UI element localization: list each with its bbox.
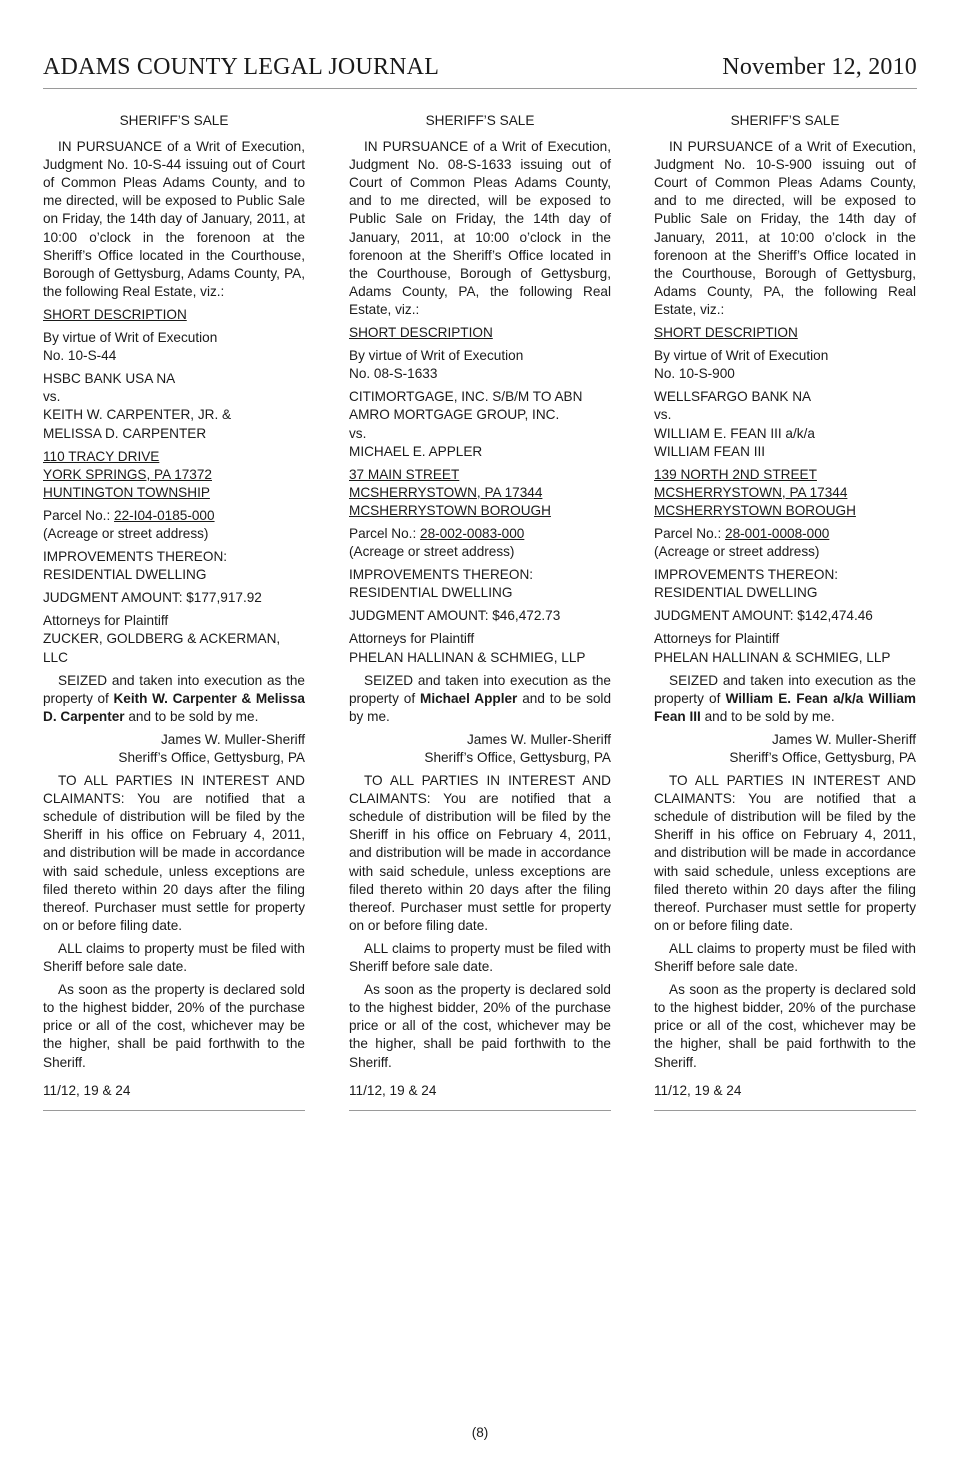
- bidder-notice: As soon as the property is declared sold to the highest bidder, 20% of the purchase price or all of the cost, whichever may be the higher, shall be paid forthwith to the Sheriff.: [43, 982, 305, 1070]
- divider: [43, 1110, 305, 1111]
- defendant: MICHAEL E. APPLER: [349, 443, 483, 459]
- defendant: WILLIAM FEAN III: [654, 443, 766, 459]
- parties-notice: TO ALL PARTIES IN INTEREST AND CLAIMANTS: You are notified that a schedule of distribution will be filed by the Sheriff in his office on February 4, 2011, and distribution will be made in accordance with said schedule, unless exceptions are filed thereto within 20 days after the filing thereof. Purchaser must settle for property on or before filing date.: [654, 773, 916, 933]
- property-address: 37 MAIN STREET: [349, 466, 460, 482]
- attorneys-label: Attorneys for Plaintiff: [43, 613, 169, 629]
- divider: [349, 1110, 611, 1111]
- parcel-number: 28-002-0083-000: [420, 525, 525, 541]
- sheriff-name: James W. Muller-Sheriff: [160, 731, 305, 747]
- improvements: RESIDENTIAL DWELLING: [654, 585, 818, 601]
- notice-heading: SHERIFF’S SALE: [730, 113, 840, 128]
- sheriff-office: Sheriff’s Office, Gettysburg, PA: [118, 750, 305, 765]
- page-number: (8): [471, 1425, 489, 1440]
- plaintiff: CITIMORTGAGE, INC. S/B/M TO ABN AMRO MORTGAGE GROUP, INC.: [349, 389, 583, 423]
- parcel-label: Parcel No.:: [349, 525, 417, 541]
- notice-intro: IN PURSUANCE of a Writ of Execution, Judgment No. 08-S-1633 issuing out of Court of Common Pleas Adams County, and to me directed, will be exposed to Public Sale on Friday, the 14th day of January, 2011, at 10:00 o’clock in the forenoon at the Sheriff’s Office located in the Courthouse, Borough of Gettysburg, Adams County, PA, the following Real Estate, viz.:: [349, 139, 611, 317]
- acreage-note: (Acreage or street address): [349, 544, 515, 560]
- sale-notice-2: [349, 112, 611, 1111]
- property-municipality: MCSHERRYSTOWN BOROUGH: [654, 502, 856, 518]
- sheriff-office: Sheriff’s Office, Gettysburg, PA: [424, 750, 611, 765]
- writ-number: No. 08-S-1633: [349, 366, 438, 382]
- property-address: 139 NORTH 2ND STREET: [654, 466, 817, 482]
- versus: vs.: [349, 425, 367, 441]
- seizure-statement: SEIZED and taken into execution as the property of William E. Fean a/k/a William Fean III and to be sold by me.: [654, 672, 916, 724]
- masthead: [43, 52, 917, 89]
- property-city: MCSHERRYSTOWN, PA 17344: [349, 484, 543, 500]
- writ-number: No. 10-S-44: [43, 348, 117, 364]
- sheriff-office: Sheriff’s Office, Gettysburg, PA: [729, 750, 916, 765]
- notice-heading: SHERIFF’S SALE: [119, 113, 229, 128]
- writ-line: By virtue of Writ of Execution: [43, 330, 218, 346]
- divider: [654, 1110, 916, 1111]
- parcel-number: 22-I04-0185-000: [114, 507, 215, 523]
- notice-intro: IN PURSUANCE of a Writ of Execution, Judgment No. 10-S-900 issuing out of Court of Common Pleas Adams County, and to me directed, will be exposed to Public Sale on Friday, the 14th day of January, 2011, at 10:00 o’clock in the forenoon at the Sheriff’s Office located in the Courthouse, Borough of Gettysburg, Adams County, PA, the following Real Estate, viz.:: [654, 139, 916, 317]
- property-address: 110 TRACY DRIVE: [43, 448, 160, 464]
- plaintiff: HSBC BANK USA NA: [43, 371, 176, 387]
- seizure-statement: SEIZED and taken into execution as the property of Michael Appler and to be sold by me.: [349, 672, 612, 724]
- sale-notice-3: [654, 112, 916, 1111]
- versus: vs.: [43, 389, 61, 405]
- short-description-label: SHORT DESCRIPTION: [43, 306, 187, 322]
- property-municipality: HUNTINGTON TOWNSHIP: [43, 484, 210, 500]
- bidder-notice: As soon as the property is declared sold to the highest bidder, 20% of the purchase price or all of the cost, whichever may be the higher, shall be paid forthwith to the Sheriff.: [349, 982, 611, 1070]
- sheriff-name: James W. Muller-Sheriff: [466, 731, 611, 747]
- sale-notice-1: [43, 112, 305, 1111]
- short-description-label: SHORT DESCRIPTION: [654, 325, 798, 341]
- journal-title: ADAMS COUNTY LEGAL JOURNAL: [43, 54, 440, 80]
- notice-heading: SHERIFF’S SALE: [425, 113, 535, 128]
- attorneys: PHELAN HALLINAN & SCHMIEG, LLP: [349, 649, 586, 665]
- parties-notice: TO ALL PARTIES IN INTEREST AND CLAIMANTS: You are notified that a schedule of distribution will be filed by the Sheriff in his office on February 4, 2011, and distribution will be made in accordance with said schedule, unless exceptions are filed thereto within 20 days after the filing thereof. Purchaser must settle for property on or before filing date.: [349, 773, 611, 933]
- attorneys: PHELAN HALLINAN & SCHMIEG, LLP: [654, 649, 891, 665]
- judgment-amount: JUDGMENT AMOUNT: $46,472.73: [349, 608, 561, 624]
- improvements-label: IMPROVEMENTS THEREON:: [43, 549, 228, 565]
- judgment-amount: JUDGMENT AMOUNT: $142,474.46: [654, 608, 873, 624]
- sheriff-name: James W. Muller-Sheriff: [771, 731, 916, 747]
- publication-dates: 11/12, 19 & 24: [43, 1082, 131, 1098]
- parcel-label: Parcel No.:: [43, 507, 111, 523]
- parties-notice: TO ALL PARTIES IN INTEREST AND CLAIMANTS: You are notified that a schedule of distribution will be filed by the Sheriff in his office on February 4, 2011, and distribution will be made in accordance with said schedule, unless exceptions are filed thereto within 20 days after the filing thereof. Purchaser must settle for property on or before filing date.: [43, 773, 305, 933]
- defendant: WILLIAM E. FEAN III a/k/a: [654, 425, 815, 441]
- plaintiff: WELLSFARGO BANK NA: [654, 389, 812, 405]
- defendant: KEITH W. CARPENTER, JR. &: [43, 407, 232, 423]
- property-city: MCSHERRYSTOWN, PA 17344: [654, 484, 848, 500]
- claims-notice: ALL claims to property must be filed with Sheriff before sale date.: [43, 940, 305, 975]
- defendant: MELISSA D. CARPENTER: [43, 425, 207, 441]
- writ-line: By virtue of Writ of Execution: [349, 348, 524, 364]
- property-municipality: MCSHERRYSTOWN BOROUGH: [349, 502, 551, 518]
- attorneys-label: Attorneys for Plaintiff: [654, 631, 780, 647]
- seizure-statement: SEIZED and taken into execution as the property of Keith W. Carpenter & Melissa D. Carpenter and to be sold by me.: [43, 672, 305, 724]
- improvements-label: IMPROVEMENTS THEREON:: [654, 567, 839, 583]
- claims-notice: ALL claims to property must be filed with Sheriff before sale date.: [654, 940, 916, 975]
- parcel-number: 28-001-0008-000: [725, 525, 830, 541]
- attorneys-label: Attorneys for Plaintiff: [349, 631, 475, 647]
- writ-line: By virtue of Writ of Execution: [654, 348, 829, 364]
- improvements-label: IMPROVEMENTS THEREON:: [349, 567, 534, 583]
- notice-intro: IN PURSUANCE of a Writ of Execution, Judgment No. 10-S-44 issuing out of Court of Common Pleas Adams County, and to me directed, will be exposed to Public Sale on Friday, the 14th day of January, 2011, at 10:00 o’clock in the forenoon at the Sheriff’s Office located in the Courthouse, Borough of Gettysburg, Adams County, PA, the following Real Estate, viz.:: [43, 139, 305, 299]
- improvements: RESIDENTIAL DWELLING: [349, 585, 513, 601]
- acreage-note: (Acreage or street address): [43, 525, 209, 541]
- property-owner: Michael Appler: [420, 690, 518, 706]
- bidder-notice: As soon as the property is declared sold to the highest bidder, 20% of the purchase price or all of the cost, whichever may be the higher, shall be paid forthwith to the Sheriff.: [654, 982, 916, 1070]
- writ-number: No. 10-S-900: [654, 366, 735, 382]
- claims-notice: ALL claims to property must be filed with Sheriff before sale date.: [349, 940, 611, 975]
- property-city: YORK SPRINGS, PA 17372: [43, 466, 212, 482]
- attorneys: ZUCKER, GOLDBERG & ACKERMAN, LLC: [43, 631, 281, 665]
- versus: vs.: [654, 407, 672, 423]
- judgment-amount: JUDGMENT AMOUNT: $177,917.92: [43, 590, 262, 606]
- parcel-label: Parcel No.:: [654, 525, 722, 541]
- publication-dates: 11/12, 19 & 24: [349, 1082, 437, 1098]
- short-description-label: SHORT DESCRIPTION: [349, 325, 493, 341]
- property-owner: Keith W. Carpenter & Melissa D. Carpenter: [43, 690, 305, 724]
- issue-date: November 12, 2010: [722, 54, 917, 80]
- property-owner: William E. Fean a/k/a William Fean III: [654, 690, 916, 724]
- publication-dates: 11/12, 19 & 24: [654, 1082, 742, 1098]
- acreage-note: (Acreage or street address): [654, 544, 820, 560]
- improvements: RESIDENTIAL DWELLING: [43, 567, 207, 583]
